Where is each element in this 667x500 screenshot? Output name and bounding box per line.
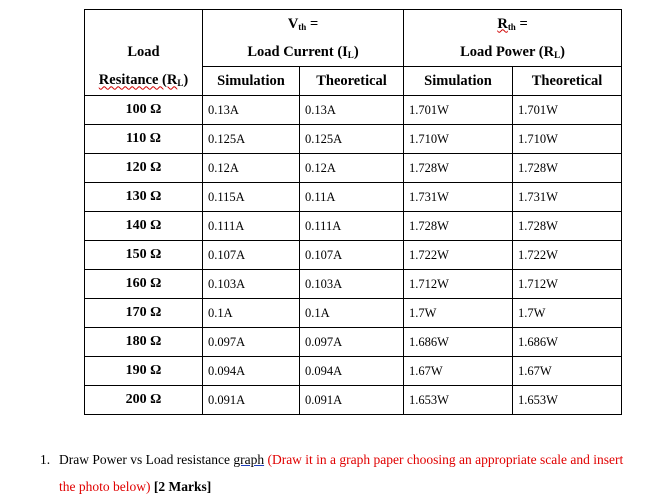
power-theoretical-cell: 1.728W	[513, 212, 622, 241]
current-theoretical-cell: 0.13A	[300, 96, 404, 125]
question-number: 1.	[40, 452, 51, 467]
load-resistance-cell: 170 Ω	[85, 299, 203, 328]
current-simulation-cell: 0.12A	[203, 154, 300, 183]
table-row	[85, 212, 622, 241]
resistance-header: Resitance $(R_L)$	[85, 67, 203, 96]
table-row	[85, 183, 622, 212]
load-resistance-cell: 200 Ω	[85, 386, 203, 415]
power-theoretical-cell: 1.728W	[513, 154, 622, 183]
table-row	[85, 241, 622, 270]
current-simulation-cell: 0.097A	[203, 328, 300, 357]
load-label: Load	[85, 38, 203, 67]
load-resistance-cell: 180 Ω	[85, 328, 203, 357]
current-simulation-cell: 0.107A	[203, 241, 300, 270]
load-current-header: Load Current $(I_L)$	[203, 38, 404, 67]
power-simulation-cell: 1.653W	[404, 386, 513, 415]
power-simulation-header: Simulation	[404, 67, 513, 96]
power-simulation-cell: 1.710W	[404, 125, 513, 154]
power-simulation-cell: 1.728W	[404, 212, 513, 241]
power-simulation-cell: 1.686W	[404, 328, 513, 357]
power-theoretical-cell: 1.7W	[513, 299, 622, 328]
power-theoretical-cell: 1.67W	[513, 357, 622, 386]
table-row	[85, 386, 622, 415]
current-theoretical-header: Theoretical	[300, 67, 404, 96]
vth-header: $V_{th}$ =	[203, 10, 404, 39]
table-row	[85, 270, 622, 299]
rth-header: $R_{th}$ =	[404, 10, 622, 39]
power-simulation-cell: 1.7W	[404, 299, 513, 328]
current-theoretical-cell: 0.097A	[300, 328, 404, 357]
power-simulation-cell: 1.722W	[404, 241, 513, 270]
power-theoretical-cell: 1.722W	[513, 241, 622, 270]
load-resistance-cell: 110 Ω	[85, 125, 203, 154]
table-row	[85, 96, 622, 125]
results-table	[84, 9, 622, 415]
power-theoretical-cell: 1.701W	[513, 96, 622, 125]
power-simulation-cell: 1.712W	[404, 270, 513, 299]
power-theoretical-cell: 1.731W	[513, 183, 622, 212]
current-simulation-cell: 0.111A	[203, 212, 300, 241]
power-simulation-cell: 1.67W	[404, 357, 513, 386]
load-resistance-cell: 100 Ω	[85, 96, 203, 125]
table-row	[85, 328, 622, 357]
current-simulation-cell: 0.091A	[203, 386, 300, 415]
power-theoretical-header: Theoretical	[513, 67, 622, 96]
current-simulation-cell: 0.094A	[203, 357, 300, 386]
power-theoretical-cell: 1.710W	[513, 125, 622, 154]
load-resistance-cell: 120 Ω	[85, 154, 203, 183]
power-theoretical-cell: 1.653W	[513, 386, 622, 415]
current-theoretical-cell: 0.11A	[300, 183, 404, 212]
current-theoretical-cell: 0.107A	[300, 241, 404, 270]
table-row	[85, 154, 622, 183]
current-simulation-cell: 0.1A	[203, 299, 300, 328]
power-simulation-cell: 1.728W	[404, 154, 513, 183]
current-simulation-cell: 0.115A	[203, 183, 300, 212]
load-resistance-cell: 140 Ω	[85, 212, 203, 241]
current-simulation-cell: 0.103A	[203, 270, 300, 299]
current-theoretical-cell: 0.091A	[300, 386, 404, 415]
load-resistance-cell: 130 Ω	[85, 183, 203, 212]
power-theoretical-cell: 1.712W	[513, 270, 622, 299]
current-theoretical-cell: 0.094A	[300, 357, 404, 386]
load-resistance-cell: 160 Ω	[85, 270, 203, 299]
current-theoretical-cell: 0.1A	[300, 299, 404, 328]
header-blank-cell	[85, 10, 203, 39]
current-theoretical-cell: 0.103A	[300, 270, 404, 299]
question-instruction: (Draw it in a graph paper choosing an appropriate scale and insert the photo below)	[59, 452, 624, 494]
current-theoretical-cell: 0.12A	[300, 154, 404, 183]
load-resistance-cell: 150 Ω	[85, 241, 203, 270]
table-row	[85, 125, 622, 154]
load-power-header: Load Power $(R_L)$	[404, 38, 622, 67]
header-row-methods	[85, 67, 622, 96]
header-row-quantities	[85, 38, 622, 67]
current-theoretical-cell: 0.111A	[300, 212, 404, 241]
current-theoretical-cell: 0.125A	[300, 125, 404, 154]
current-simulation-cell: 0.13A	[203, 96, 300, 125]
load-resistance-cell: 190 Ω	[85, 357, 203, 386]
power-theoretical-cell: 1.686W	[513, 328, 622, 357]
header-row-thevenin	[85, 10, 622, 39]
table-row	[85, 357, 622, 386]
table-body	[85, 96, 622, 415]
table-row	[85, 299, 622, 328]
current-simulation-cell: 0.125A	[203, 125, 300, 154]
question-text: Draw Power vs Load resistance graph (Draw it in a graph paper choosing an appropriate scale and insert the photo below) [2 Marks]	[59, 452, 624, 494]
question-marks: [2 Marks]	[150, 479, 212, 494]
power-simulation-cell: 1.701W	[404, 96, 513, 125]
power-simulation-cell: 1.731W	[404, 183, 513, 212]
question-1	[40, 446, 640, 500]
current-simulation-header: Simulation	[203, 67, 300, 96]
